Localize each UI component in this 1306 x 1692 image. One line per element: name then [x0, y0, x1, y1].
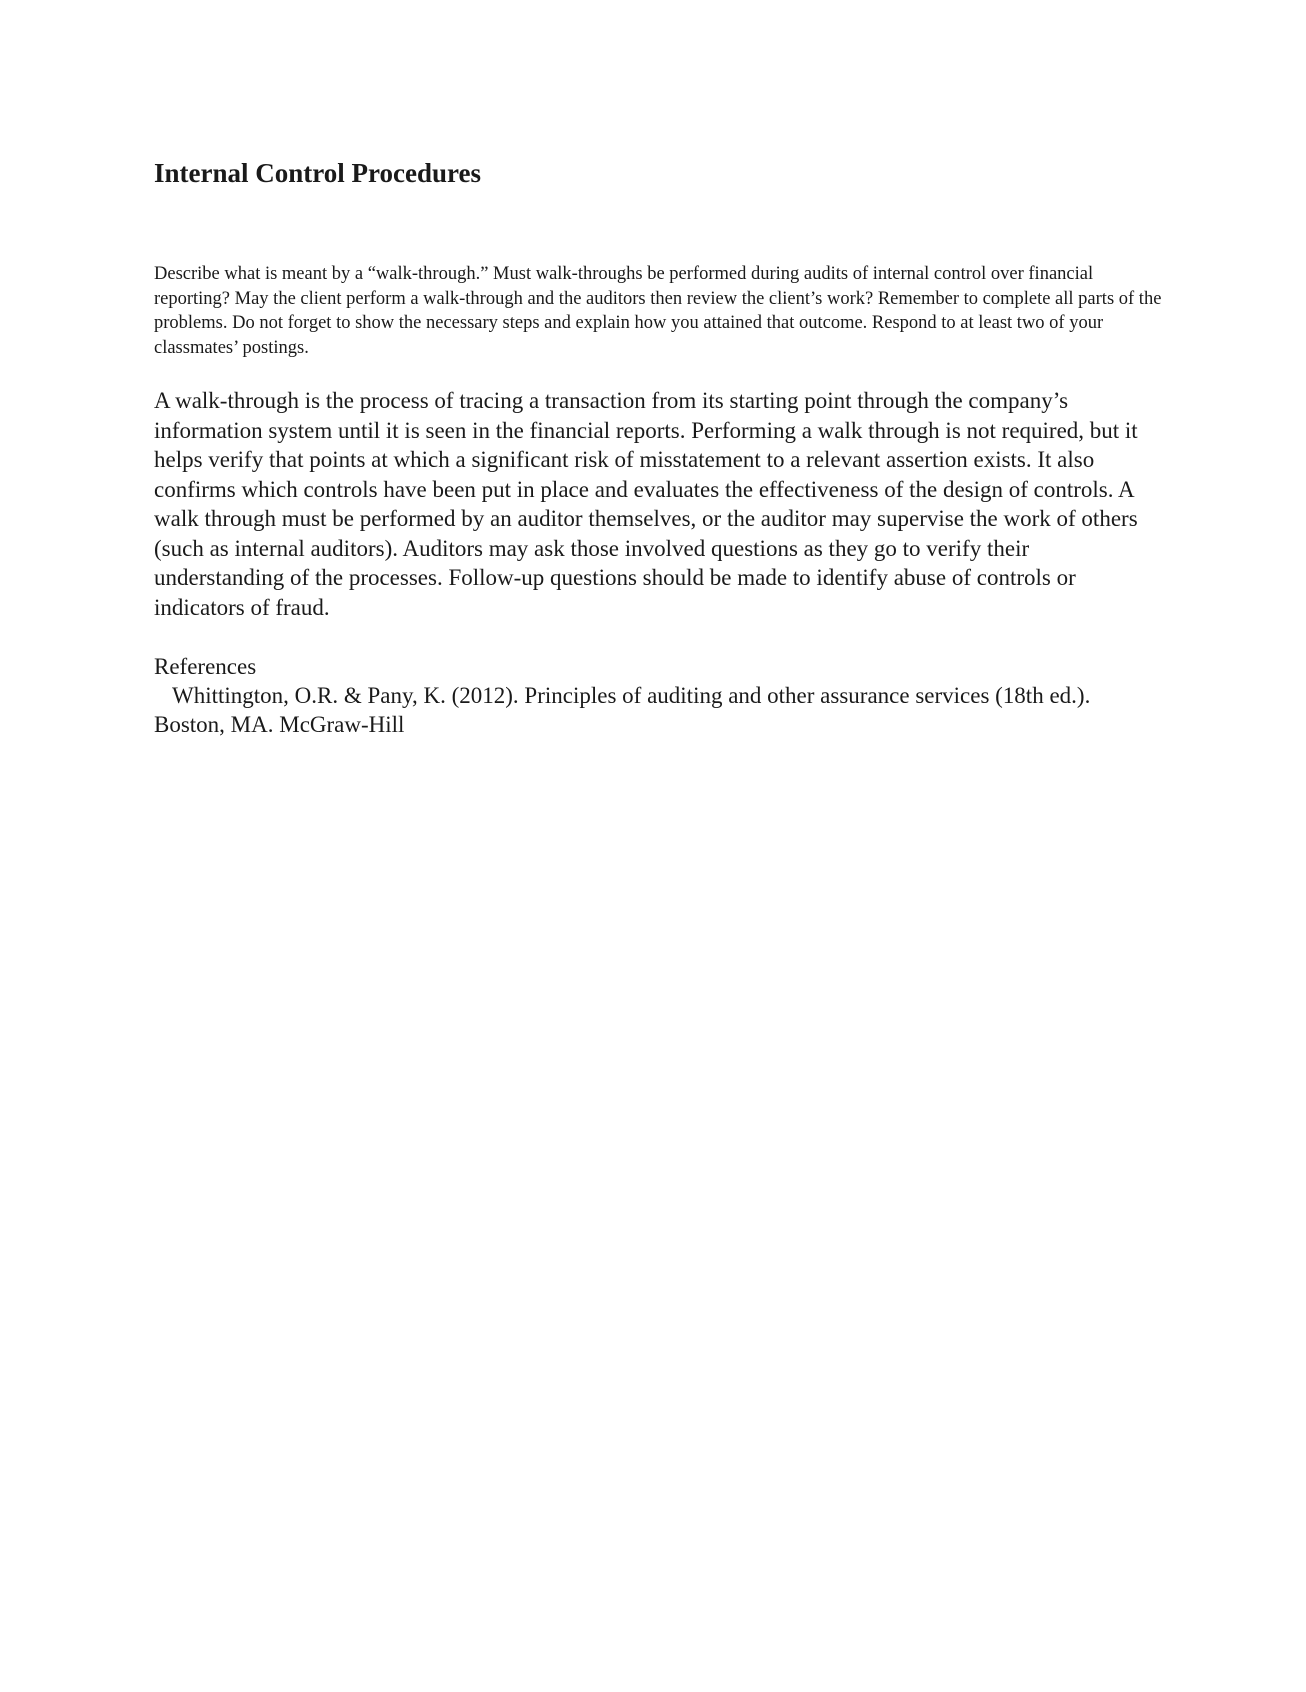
- references-section: [154, 652, 1164, 739]
- document-body: [154, 156, 1164, 739]
- answer-paragraph: A walk-through is the process of tracing a transaction from its starting point through the company’s information system until it is seen in the financial reports. Performing a walk through is not required, but it helps verify that points at which a significant risk of misstatement to a relevant assertion exists. It also confirms which controls have been put in place and evaluates the effectiveness of the design of controls. A walk through must be performed by an auditor themselves, or the auditor may supervise the work of others (such as internal auditors). Auditors may ask those involved questions as they go to verify their understanding of the processes. Follow-up questions should be made to identify abuse of controls or indicators of fraud.: [154, 388, 1138, 620]
- document-title: Internal Control Procedures: [154, 158, 481, 188]
- references-heading: References: [154, 654, 257, 679]
- reference-entry: Whittington, O.R. & Pany, K. (2012). Principles of auditing and other assurance services (18th ed.). Boston, MA. McGraw-Hill: [154, 683, 1091, 737]
- question-prompt: Describe what is meant by a “walk-through.” Must walk-throughs be performed during audits of internal control over financial reporting? May the client perform a walk-through and the auditors then review the client’s work? Remember to complete all parts of the problems. Do not forget to show the necessary steps and explain how you attained that outcome. Respond to at least two of your classmates’ postings.: [154, 264, 1162, 358]
